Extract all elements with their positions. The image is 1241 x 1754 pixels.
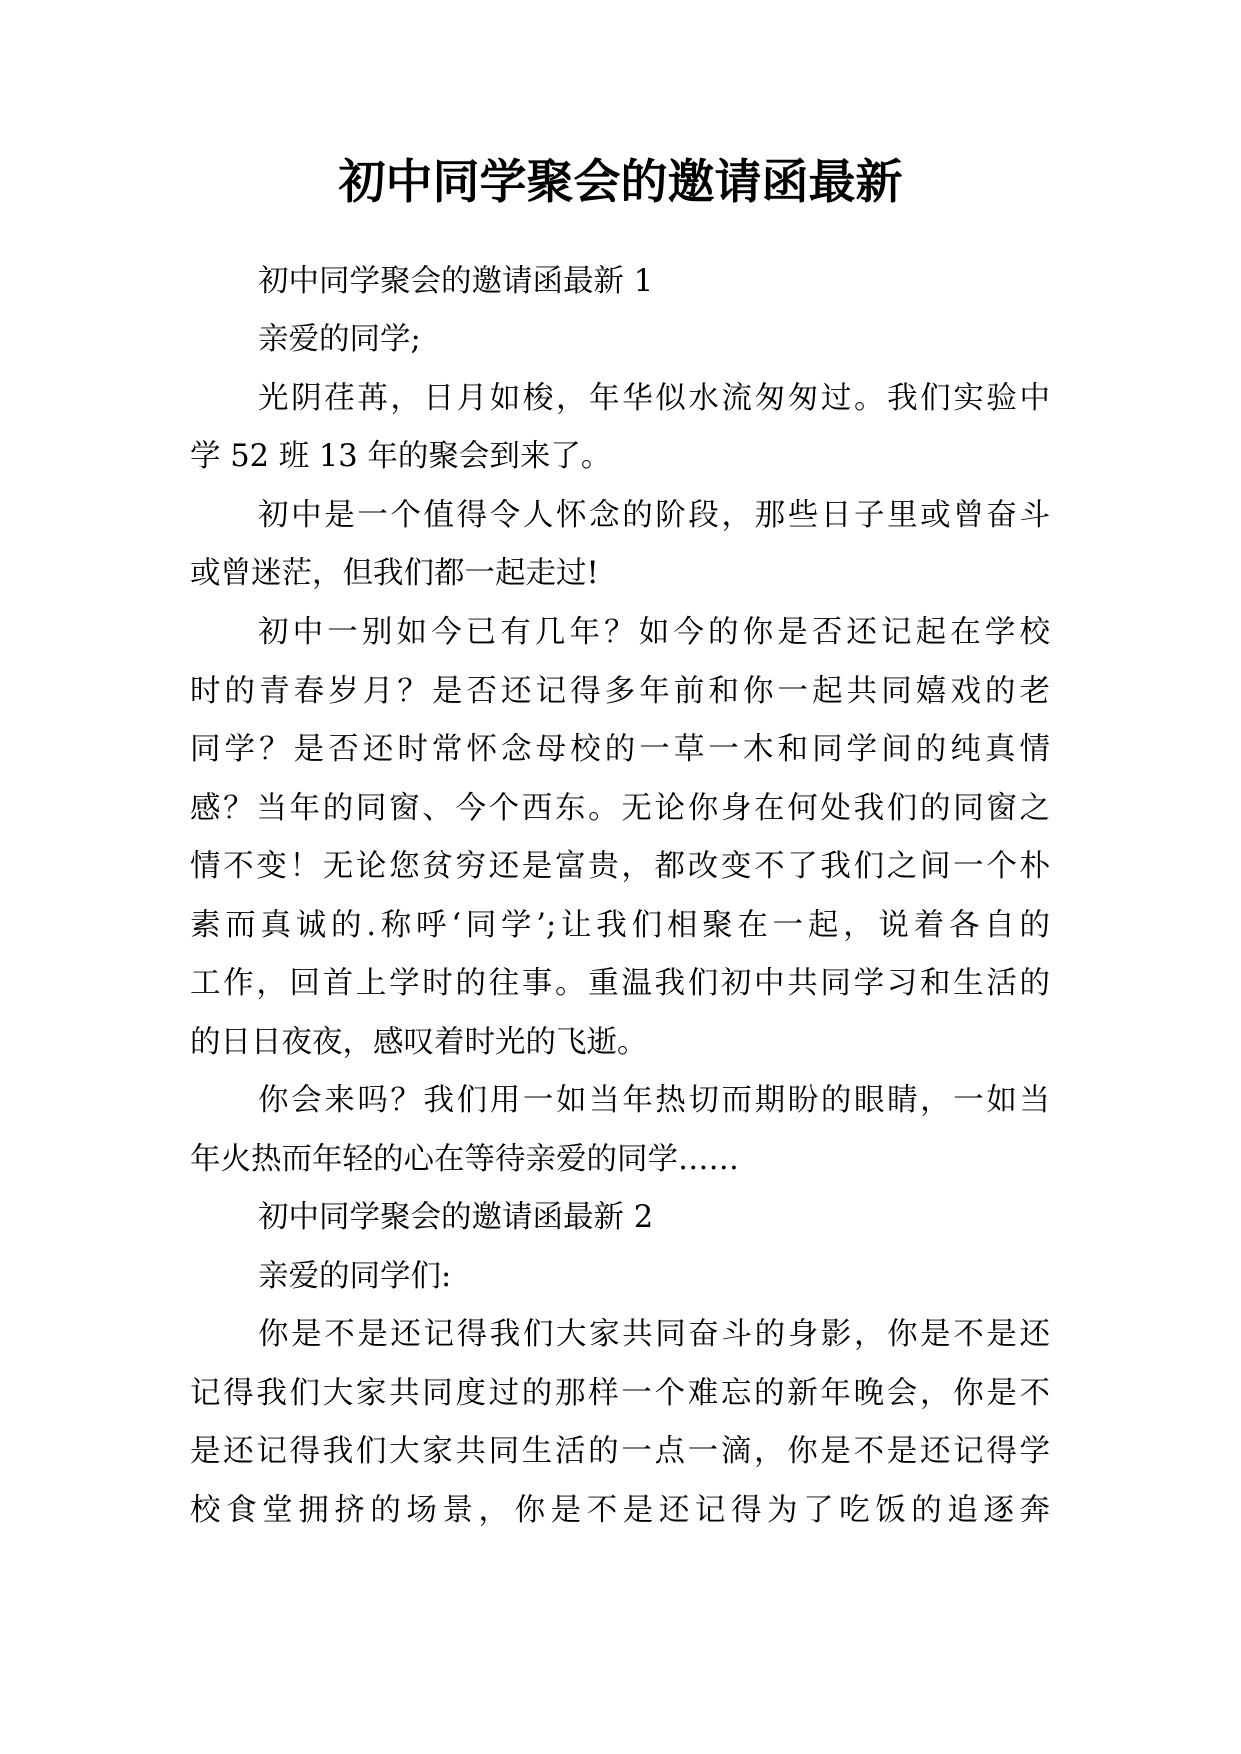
paragraph-line: 校食堂拥挤的场景，你是不是还记得为了吃饭的追逐奔 <box>190 1493 1050 1528</box>
salutation: 亲爱的同学; <box>258 322 421 357</box>
paragraph-line: 感？当年的同窗、今个西东。无论你身在何处我们的同窗之 <box>190 791 1050 826</box>
section-heading: 初中同学聚会的邀请函最新 1 <box>258 264 654 299</box>
paragraph-line: 你会来吗？我们用一如当年热切而期盼的眼睛，一如当 <box>258 1083 1050 1118</box>
paragraph-line: 是还记得我们大家共同生活的一点一滴，你是不是还记得学 <box>190 1434 1050 1469</box>
paragraph-line: 光阴荏苒，日月如梭，年华似水流匆匆过。我们实验中 <box>258 381 1050 416</box>
document-title: 初中同学聚会的邀请函最新 <box>338 155 903 210</box>
paragraph-line: 初中一别如今已有几年？如今的你是否还记起在学校 <box>258 615 1050 650</box>
paragraph-line: 学 52 班 13 年的聚会到来了。 <box>190 439 612 474</box>
paragraph-line: 情不变！无论您贫穷还是富贵，都改变不了我们之间一个朴 <box>190 849 1050 884</box>
paragraph-line: 的日日夜夜，感叹着时光的飞逝。 <box>190 1025 648 1060</box>
paragraph-line: 或曾迷茫，但我们都一起走过! <box>190 556 599 591</box>
paragraph-line: 素而真诚的.称呼‘同学’;让我们相聚在一起，说着各自的 <box>190 908 1050 943</box>
paragraph-line: 你是不是还记得我们大家共同奋斗的身影，你是不是还 <box>258 1317 1050 1352</box>
paragraph-line: 同学？是否还时常怀念母校的一草一木和同学间的纯真情 <box>190 732 1050 767</box>
paragraph-line: 记得我们大家共同度过的那样一个难忘的新年晚会，你是不 <box>190 1376 1050 1411</box>
paragraph-line: 年火热而年轻的心在等待亲爱的同学…… <box>190 1142 739 1177</box>
paragraph-line: 工作，回首上学时的往事。重温我们初中共同学习和生活的 <box>190 966 1050 1001</box>
paragraph-line: 初中是一个值得令人怀念的阶段，那些日子里或曾奋斗 <box>258 498 1050 533</box>
paragraph-line: 时的青春岁月？是否还记得多年前和你一起共同嬉戏的老 <box>190 674 1050 709</box>
section-heading: 初中同学聚会的邀请函最新 2 <box>258 1200 654 1235</box>
salutation: 亲爱的同学们: <box>258 1259 452 1294</box>
